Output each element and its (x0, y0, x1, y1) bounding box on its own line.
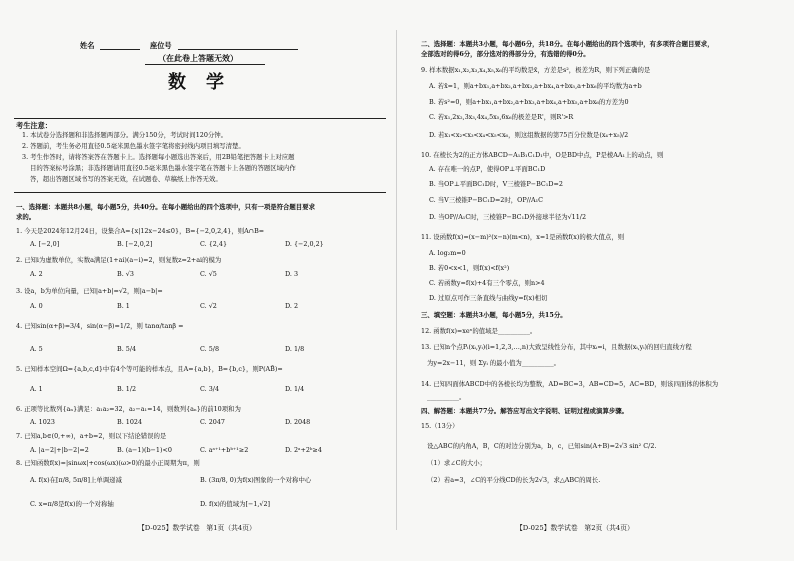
q6-option-c: C. 2047 (200, 418, 225, 426)
right-page-footer: 【D-025】数学试卷 第2页（共4页） (516, 524, 634, 532)
q10-option-d: D. 当OP//A₁C时，三棱锥P−BC₁D外接球半径为√11/2 (429, 213, 587, 221)
notice-title: 考生注意： (16, 121, 52, 130)
q7-option-a: A. |a−2|+|b−2|=2 (30, 446, 89, 454)
q4-option-b: B. 5/4 (117, 345, 137, 353)
q7-option-c: C. aᵃ⁺¹+bᵇ⁺¹≥2 (200, 446, 249, 454)
notice-item-1: 1. 本试卷分选择题和非选择题两部分。满分150分，考试时间120分钟。 (22, 131, 228, 139)
q5-stem: 5. 已知样本空间Ω={a,b,c,d}中有4个等可能的样本点，且A={a,b}，B={b,c}，则P(AB̄)= (16, 365, 283, 373)
q2-option-d: D. 3 (285, 270, 299, 278)
q11-option-d: D. 过原点可作三条直线与曲线y=f(x)相切 (429, 294, 548, 302)
q13-stem-cont: 为y=2x−11，则 Σyᵢ 的最小值为__________。 (427, 359, 561, 367)
page-right-column (397, 0, 794, 561)
q6-option-b: B. 1024 (117, 418, 143, 426)
q6-option-a: A. 1023 (30, 418, 55, 426)
q11-stem: 11. 设函数f(x)=(x−m)²(x−n)(m<n)，x=1是函数f(x)的极大值点，则 (421, 233, 625, 241)
q1-option-c: C. {2,4} (200, 240, 228, 248)
q1-option-b: B. [−2,0,2] (117, 240, 153, 248)
name-label: 姓名 (80, 41, 95, 50)
q8-option-b: B. (3π/8, 0)为f(x)图象的一个对称中心 (200, 476, 312, 484)
q6-stem: 6. 正项等比数列{aₙ}满足：a₁a₂=32，a₂−a₁=14，则数列{aₙ}的前10项和为 (16, 405, 241, 413)
q4-stem: 4. 已知sin(α+β)=3/4，sin(α−β)=1/2，则 tanα/tanβ = (16, 322, 184, 330)
q4-option-c: C. 5/8 (200, 345, 220, 353)
q15-head: 15.（13分） (421, 422, 459, 430)
notice-bottom-rule (14, 192, 386, 193)
q9-stem: 9. 样本数据x₁,x₂,x₃,x₄,x₅,x₆的平均数是x̄，方差是s²，极差为R，则下列正确的是 (421, 66, 651, 74)
q2-option-a: A. 2 (30, 270, 43, 278)
subject-title: 数学 (168, 72, 244, 93)
q11-option-b: B. 若0<x<1，则f(x)<f(x²) (429, 264, 510, 272)
q8-option-c: C. x=π/8是f(x)的一个对称轴 (30, 500, 114, 508)
section4-title: 四、解答题：本题共77分。解答应写出文字说明、证明过程或演算步骤。 (421, 407, 629, 415)
section1-title: 一、选择题：本题共8小题，每小题5分，共40分。在每小题给出的四个选项中，只有一项是符合题目要求 (16, 203, 315, 211)
q1-option-d: D. {−2,0,2} (285, 240, 324, 248)
q9-option-a: A. 若x̄=1，则a+bx₁,a+bx₂,a+bx₃,a+bx₄,a+bx₅,a+bx₆的平均数为a+b (429, 82, 642, 90)
warning-underline (145, 64, 265, 65)
q10-stem: 10. 在棱长为2的正方体ABCD−A₁B₁C₁D₁中，O是BD中点，P是棱AA₁上的动点，则 (421, 151, 664, 159)
notice-item-3: 3. 考生作答时，请将答案答在答题卡上。选择题每小题选出答案后，用2B铅笔把答题卡上对应题 (22, 153, 295, 161)
q3-option-b: B. 1 (117, 302, 130, 310)
q2-option-b: B. √3 (117, 270, 134, 278)
q3-option-a: A. 0 (30, 302, 43, 310)
q12-stem: 12. 函数f(x)=xeˣ的值域是__________。 (421, 327, 537, 335)
left-page-footer: 【D-025】数学试卷 第1页（共4页） (138, 524, 256, 532)
notice-item-2: 2. 答题前，考生务必用直径0.5毫米黑色墨水签字笔将密封线内项目填写清楚。 (22, 142, 245, 150)
q11-option-c: C. 若函数y=f(x)+4有三个零点，则n>4 (429, 279, 545, 287)
notice-item-4: 目的答案标号涂黑；非选择题请用直径0.5毫米黑色墨水签字笔在答题卡上各题的答题区域内作 (30, 164, 296, 172)
q15-part-1: （1）求∠C的大小； (427, 459, 487, 467)
q1-option-a: A. [−2,0] (30, 240, 60, 248)
q7-option-b: B. (a−1)(b−1)<0 (117, 446, 172, 454)
q9-option-c: C. 若x₁,2x₂,3x₃,4x₄,5x₅,6x₆的极差是R'，则R'>R (429, 113, 574, 121)
q11-option-a: A. log₂m=0 (429, 249, 466, 257)
q10-option-b: B. 当OP⊥平面BC₁D时，V三棱锥P−BC₁D=2 (429, 180, 563, 188)
section2-title-cont: 全部选对的得6分，部分选对的得部分分，有选错的得0分。 (421, 50, 590, 58)
q8-stem: 8. 已知函数f(x)=|sinωx|+cos(ωx)(ω>0)的最小正周期为π，则 (16, 459, 200, 467)
notice-top-rule (14, 118, 386, 119)
q3-stem: 3. 设a，b为单位向量，已知|a+b|=√2，则|a−b|= (16, 287, 163, 295)
q7-stem: 7. 已知a,b∈(0,+∞)，a+b=2，则以下结论错误的是 (16, 432, 167, 440)
q15-part-2: （2）若a=3，∠C的平分线CD的长为2√3，求△ABC的周长. (427, 476, 601, 484)
q1-stem: 1. 今天是2024年12月24日，设集合A={x|12x−24≤0}，B={−2,0,2,4}，则A∩B= (16, 227, 265, 235)
q4-option-d: D. 1/8 (285, 345, 305, 353)
q4-option-a: A. 5 (30, 345, 43, 353)
q2-option-c: C. √5 (200, 270, 217, 278)
seat-label: 座位号 (150, 41, 172, 50)
q15-stem: 设△ABC的内角A，B，C的对边分别为a，b，c，已知sin(A+B)=2√3 sin² C/2. (427, 442, 657, 450)
q10-option-a: A. 存在唯一的点P，使得OP⊥平面BC₁D (429, 165, 546, 173)
q5-option-b: B. 1/2 (117, 385, 137, 393)
name-blank (100, 49, 140, 50)
seat-blank (178, 49, 298, 50)
warning-label: （在此卷上答题无效） (158, 53, 238, 63)
q2-stem: 2. 已知i为虚数单位，实数a满足(1+ai)(a−i)=2，则复数z=2+ai的模为 (16, 256, 222, 264)
q3-option-c: C. √2 (200, 302, 217, 310)
q8-option-a: A. f(x)在[π/8, 5π/8]上单调递减 (30, 476, 122, 484)
notice-item-5: 答，超出答题区域书写的答案无效，在试题卷、草稿纸上作答无效。 (30, 175, 222, 183)
q7-option-d: D. 2ᵃ+2ᵇ≥4 (285, 446, 322, 454)
q14-stem-cont: __________。 (427, 393, 466, 401)
q14-stem: 14. 已知四面体ABCD中的各棱长均为整数，AD=BC=3，AB=CD=5，AC=BD，则该四面体的体积为 (421, 380, 719, 388)
section3-title: 三、填空题：本题共3小题，每小题5分，共15分。 (421, 311, 567, 319)
section2-title: 二、选择题：本题共3小题，每小题6分，共18分。在每小题给出的四个选项中，有多项符合题目要求， (421, 40, 714, 48)
q9-option-d: D. 若x₁<x₂<x₃<x₄<x₅<x₆，则这组数据的第75百分位数是(x₄+x₅)/2 (429, 131, 629, 139)
q8-option-d: D. f(x)的值域为[−1,√2] (200, 500, 271, 508)
q5-option-c: C. 3/4 (200, 385, 220, 393)
q10-option-c: C. 当V三棱锥P−BC₁D=2时，OP//A₁C (429, 196, 544, 204)
q6-option-d: D. 2048 (285, 418, 311, 426)
q9-option-b: B. 若s²=0，则a+bx₁,a+bx₂,a+bx₃,a+bx₄,a+bx₅,a+bx₆的方差为0 (429, 98, 629, 106)
q5-option-a: A. 1 (30, 385, 43, 393)
q3-option-d: D. 2 (285, 302, 299, 310)
q5-option-d: D. 1/4 (285, 385, 305, 393)
q13-stem: 13. 已知n个点Pᵢ(xᵢ,yᵢ)(i=1,2,3,…,n)大致呈线性分布，其中xᵢ=i，且数据(xᵢ,yᵢ)的回归直线方程 (421, 343, 692, 351)
section1-title-cont: 求的。 (16, 213, 36, 221)
